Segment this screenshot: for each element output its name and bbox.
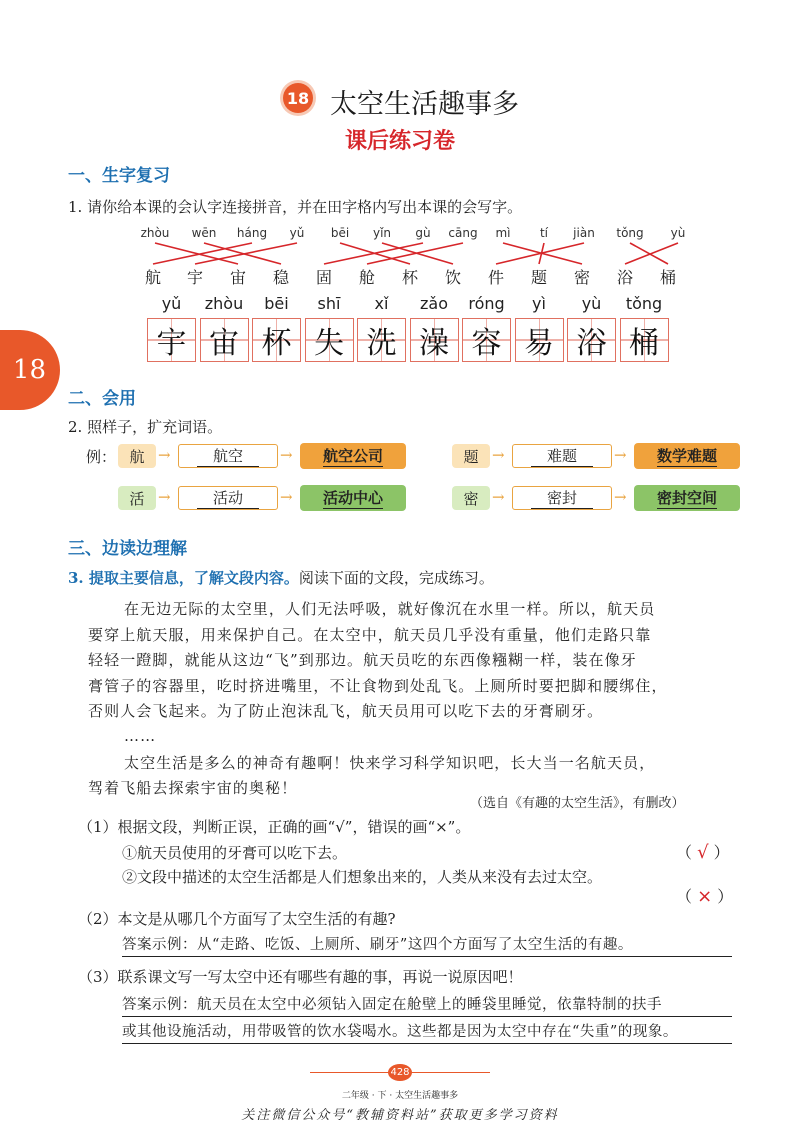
question-3 (68, 567, 494, 588)
word-answer: 航空 (197, 445, 259, 467)
char-item: 件 (487, 268, 504, 287)
write-pinyin-item: bēi (264, 294, 289, 313)
question-2: 2. 照样子，扩充词语。 (68, 418, 223, 436)
char-item: 舱 (358, 268, 375, 287)
footer-watermark: 关注微信公众号“教辅资料站”获取更多学习资料 (241, 1108, 559, 1123)
word-box (512, 486, 612, 510)
char-item: 浴 (616, 268, 633, 287)
tianzige-cell[interactable]: 容 (462, 318, 511, 362)
tianzige-cell[interactable]: 失 (305, 318, 354, 362)
answer-bracket-2: （ × ） (676, 886, 734, 907)
page-number: 428 (388, 1064, 412, 1081)
arrow-icon: → (492, 446, 505, 464)
matching-lines (0, 0, 800, 300)
pinyin-item: yǐn (372, 226, 392, 240)
phrase-answer: 密封空间 (656, 489, 717, 507)
arrow-icon: → (158, 488, 171, 506)
answer-bracket-1: （ √ ） (676, 842, 730, 863)
passage-line: 在无边无际的太空里，人们无法呼吸，就好像沉在水里一样。所以，航天员 (124, 600, 656, 618)
tianzige-cell[interactable]: 易 (515, 318, 564, 362)
subquestion-2-answer: 答案示例：从“走路、吃饭、上厕所、刷牙”这四个方面写了太空生活的有趣。 (122, 933, 732, 957)
char-item: 宇 (186, 268, 203, 287)
write-pinyin-item: yì (532, 294, 546, 313)
match-line (195, 243, 297, 264)
passage-line: 太空生活是多么的神奇有趣啊！快来学习科学知识吧，长大当一名航天员， (124, 753, 656, 772)
pinyin-item: cāng (448, 226, 478, 240)
subquestion-1-item-2: ②文段中描述的太空生活都是人们想象出来的，人类从来没有去过太空。 (122, 868, 603, 886)
section-heading-1: 一、生字复习 (68, 166, 170, 186)
pinyin-item: bēi (330, 226, 350, 240)
phrase-box (634, 485, 740, 511)
passage-source: （选自《有趣的太空生活》，有删改） (470, 796, 685, 811)
phrase-box (300, 485, 406, 511)
tianzige-cell[interactable]: 桶 (620, 318, 669, 362)
section-heading-2: 二、会用 (68, 389, 136, 409)
char-item: 稳 (272, 268, 289, 287)
question-1: 1. 请你给本课的会认字连接拼音，并在田字格内写出本课的会写字。 (68, 198, 523, 216)
passage-ellipsis: …… (124, 726, 157, 745)
phrase-box (634, 443, 740, 469)
pinyin-item: yù (670, 226, 686, 240)
source-char-box: 题 (452, 444, 490, 468)
arrow-icon: → (280, 446, 293, 464)
write-pinyin-item: róng (468, 294, 505, 313)
tianzige-cell[interactable]: 宇 (147, 318, 196, 362)
arrow-icon: → (614, 488, 627, 506)
subquestion-3-answer-line-1: 答案示例：航天员在太空中必须钻入固定在舱壁上的睡袋里睡觉，依靠特制的扶手 (122, 993, 732, 1017)
match-line (367, 243, 463, 264)
footer-caption: 二年级 · 下 · 太空生活趣事多 (341, 1091, 459, 1101)
check-mark: √ (697, 842, 709, 863)
question-3-highlight: 3. 提取主要信息，了解文段内容。 (68, 569, 299, 587)
pinyin-item: tí (539, 226, 549, 240)
char-item: 杯 (401, 268, 418, 287)
phrase-answer: 数学难题 (656, 447, 717, 465)
word-answer: 活动 (197, 487, 259, 509)
phrase-box (300, 443, 406, 469)
passage-line: 驾着飞船去探索宇宙的奥秘！ (88, 779, 298, 797)
word-box (178, 444, 278, 468)
char-item: 固 (315, 268, 332, 287)
phrase-answer: 活动中心 (322, 489, 383, 507)
char-item: 题 (530, 268, 547, 287)
word-box (178, 486, 278, 510)
arrow-icon: → (614, 446, 627, 464)
cross-mark: × (697, 886, 713, 907)
pinyin-item: wēn (191, 226, 217, 240)
subquestion-3: （3）联系课文写一写太空中还有哪些有趣的事，再说一说原因吧！ (78, 968, 523, 986)
passage-line: 膏管子的容器里，吃时挤进嘴里，不让食物到处乱飞。上厕所时要把脚和腰绑住， (88, 676, 668, 695)
match-line (630, 243, 668, 264)
lesson-number-badge: 18 (283, 83, 313, 113)
write-pinyin-item: xǐ (374, 294, 389, 313)
tianzige-cell[interactable]: 浴 (567, 318, 616, 362)
arrow-icon: → (492, 488, 505, 506)
char-item: 饮 (444, 268, 461, 287)
pinyin-item: tǒng (616, 226, 644, 240)
match-line (625, 243, 678, 264)
subquestion-1-item-1: ①航天员使用的牙膏可以吃下去。 (122, 844, 348, 862)
source-char-box: 密 (452, 486, 490, 510)
char-item: 桶 (659, 268, 676, 287)
pinyin-item: mì (495, 226, 511, 240)
pinyin-item: gù (415, 226, 431, 240)
pinyin-item: jiàn (573, 226, 595, 240)
tianzige-cell[interactable]: 洗 (357, 318, 406, 362)
source-char-box: 航 (118, 444, 156, 468)
passage-line: 否则人会飞起来。为了防止泡沫乱飞，航天员用可以吃下去的牙膏刷牙。 (88, 702, 604, 720)
source-char-box: 活 (118, 486, 156, 510)
char-item: 航 (144, 268, 161, 287)
passage-line: 要穿上航天服，用来保护自己。在太空中，航天员几乎没有重量，他们走路只靠 (88, 625, 652, 644)
page-title: 太空生活趣事多 (330, 89, 519, 120)
char-item: 宙 (229, 268, 246, 287)
side-tab-lesson-number: 18 (0, 330, 60, 410)
arrow-icon: → (158, 446, 171, 464)
phrase-answer: 航空公司 (322, 447, 383, 465)
passage-line: 轻轻一蹬脚，就能从这边“飞”到那边。航天员吃的东西像糨糊一样，装在像牙 (88, 651, 637, 669)
page-subtitle: 课后练习卷 (344, 128, 455, 154)
question-3-rest: 阅读下面的文段，完成练习。 (298, 569, 494, 587)
write-pinyin-item: zǎo (420, 294, 448, 313)
subquestion-3-answer-line-2: 或其他设施活动，用带吸管的饮水袋喝水。这些都是因为太空中存在“失重”的现象。 (122, 1020, 732, 1044)
word-answer: 密封 (531, 487, 593, 509)
section-heading-3: 三、边读边理解 (68, 539, 187, 559)
write-pinyin-item: yǔ (161, 294, 182, 313)
write-pinyin-item: yù (581, 294, 602, 313)
match-line (324, 243, 423, 264)
write-pinyin-item: shī (317, 294, 341, 313)
tianzige-cell[interactable]: 宙 (200, 318, 249, 362)
subquestion-1: （1）根据文段，判断正误，正确的画“√”，错误的画“×”。 (78, 818, 471, 836)
pinyin-item: zhòu (140, 226, 170, 240)
char-item: 密 (573, 268, 590, 287)
pinyin-item: háng (236, 226, 268, 240)
tianzige-cell[interactable]: 杯 (252, 318, 301, 362)
pinyin-item: yǔ (289, 226, 305, 240)
tianzige-cell[interactable]: 澡 (410, 318, 459, 362)
write-pinyin-item: zhòu (204, 294, 244, 313)
subquestion-2: （2）本文是从哪几个方面写了太空生活的有趣? (78, 910, 396, 928)
word-answer: 难题 (531, 445, 593, 467)
word-box (512, 444, 612, 468)
arrow-icon: → (280, 488, 293, 506)
reading-passage (88, 597, 748, 802)
write-pinyin-item: tǒng (625, 294, 663, 313)
example-label: 例： (86, 448, 117, 466)
